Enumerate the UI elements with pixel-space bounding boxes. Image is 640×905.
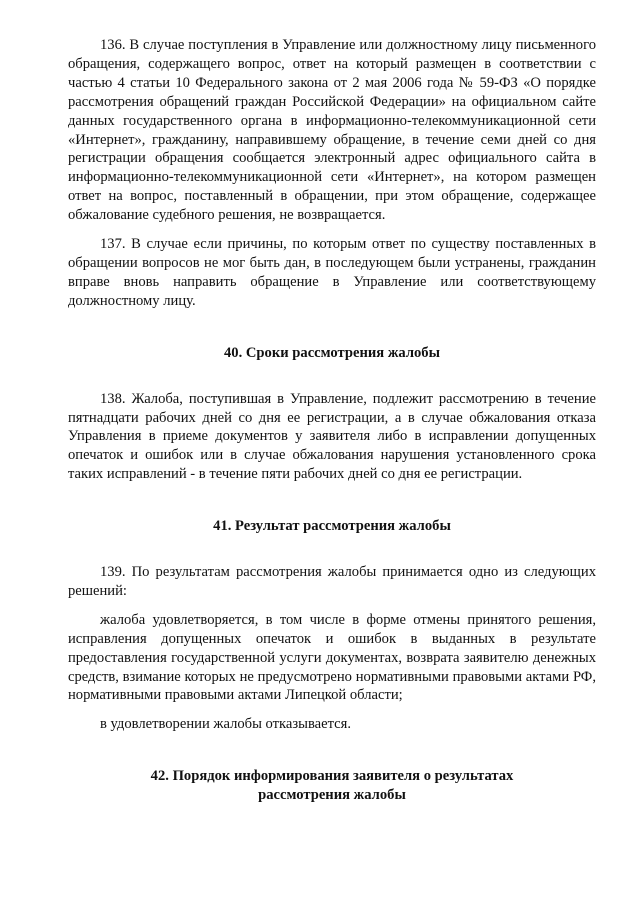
paragraph-136: 136. В случае поступления в Управление или должностному лицу письменного обращения, содержащего вопрос, ответ на который размещен в соответствии с частью 4 статьи 10 Федерального закона от 2 мая 2006 года № 59-ФЗ «О порядке рассмотрения обращений граждан Российской Федерации» на официальном сайте данных государственного органа в информационно-телекоммуникационной сети «Интернет», гражданину, направившему обращение, в течение семи дней со дня регистрации обращения сообщается электронный адрес официального сайта в информационно-телекоммуникационной сети «Интернет», на котором размещен ответ на вопрос, поставленный в обращении, при этом обращение, содержащее обжалование судебного решения, не возвращается. xyxy=(68,37,596,224)
paragraph-139: 139. По результатам рассмотрения жалобы принимается одно из следующих решений: xyxy=(68,564,596,599)
paragraph-139-option-refused: в удовлетворении жалобы отказывается. xyxy=(100,716,352,733)
paragraph-137: 137. В случае если причины, по которым ответ по существу поставленных в обращении вопросов не мог быть дан, в последующем были устранены, гражданин вправе вновь направить обращение в Управление или соответствующему должностному лицу. xyxy=(68,236,596,309)
document-page xyxy=(68,36,596,805)
section-heading-42-line2: рассмотрения жалобы xyxy=(258,787,406,804)
paragraph-139-option-granted: жалоба удовлетворяется, в том числе в форме отмены принятого решения, исправления допущенных опечаток и ошибок в выданных в результате предоставления государственной услуги документах, возврата заявителю денежных средств, взимание которых не предусмотрено нормативными правовыми актами РФ, нормативными правовыми актами Липецкой области; xyxy=(68,611,596,704)
paragraph-138: 138. Жалоба, поступившая в Управление, подлежит рассмотрению в течение пятнадцати рабочих дней со дня ее регистрации, а в случае обжалования отказа Управления в приеме документов у заявителя либо в исправлении допущенных опечаток и ошибок или в случае обжалования нарушения установленного срока таких исправлений - в течение пяти рабочих дней со дня ее регистрации. xyxy=(68,390,596,483)
section-heading-40: 40. Сроки рассмотрения жалобы xyxy=(223,344,440,361)
section-heading-42 xyxy=(68,767,596,805)
section-heading-41: 41. Результат рассмотрения жалобы xyxy=(213,518,451,535)
section-heading-42-line1: 42. Порядок информирования заявителя о результатах xyxy=(150,768,514,785)
